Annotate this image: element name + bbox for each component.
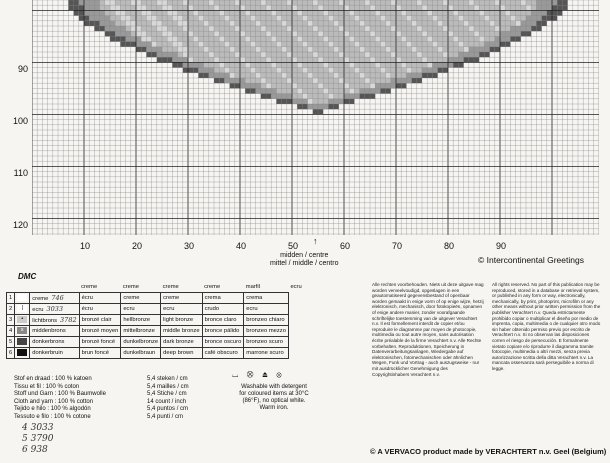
legend-de-text: ecru xyxy=(123,306,135,312)
legend-en-text: deep brown xyxy=(163,350,194,356)
legend-de xyxy=(121,304,161,315)
legend-number xyxy=(7,326,15,337)
legend-it-text: bronzeo chiaro xyxy=(246,317,285,323)
legend-fr xyxy=(79,304,121,315)
legend-es xyxy=(202,293,244,304)
x-label: 60 xyxy=(340,241,351,251)
legend-row xyxy=(7,348,305,359)
handwritten-code: 746 xyxy=(51,294,64,302)
count-line: 14 count / inch xyxy=(147,398,187,405)
legend-de-text: mittelbronze xyxy=(123,328,155,334)
legend-number-text: 6 xyxy=(9,350,13,356)
x-label: 10 xyxy=(80,241,91,251)
care-line: Stoff und Garn : 100 % Baumwolle xyxy=(14,391,106,398)
legend-it xyxy=(244,293,289,304)
legend-en xyxy=(161,315,202,326)
wash-tub-icon: ⌴ xyxy=(232,370,242,379)
legend-number xyxy=(7,337,15,348)
footer-credit: © A VERVACO product made by VERACHTERT n.v. Geel (Belgium) xyxy=(370,447,607,456)
stitch-symbol-icon xyxy=(15,348,30,359)
stitch-symbol-icon: • xyxy=(15,315,30,326)
legend-fr-text: bronzé foncé xyxy=(81,339,116,345)
legend-it xyxy=(244,337,289,348)
legend-fr-text: écru xyxy=(81,295,93,301)
legend-es-text: bronce claro xyxy=(204,317,237,323)
legend-de-text: hellbronze xyxy=(123,317,151,323)
legend-nl-text: lichtbrons xyxy=(32,318,58,324)
legend-es-text: café obscuro xyxy=(204,350,238,356)
legend-es xyxy=(202,304,244,315)
legend-de xyxy=(121,348,161,359)
legend-header-cell: creme xyxy=(204,284,221,290)
legend-de-text: dunkelbronze xyxy=(123,339,159,345)
y-label: 90 xyxy=(17,64,28,74)
legend-es-text: crema xyxy=(204,295,221,301)
legend-number-text: 1 xyxy=(9,295,13,301)
legend-es-text: bronce pálido xyxy=(204,328,240,334)
wash-line: for coloured items at 30°C xyxy=(239,391,309,397)
legend-nl-text: middenbrons xyxy=(32,328,66,334)
handwritten-code: 3782 xyxy=(60,316,77,324)
legend-de-text: dunkelbraun xyxy=(123,350,156,356)
wash-line: (86°F), no optical white. xyxy=(242,398,306,404)
legend-de-text: creme xyxy=(123,295,140,301)
legend-nl xyxy=(30,348,79,359)
legend-row xyxy=(7,337,305,348)
legend-fr xyxy=(79,348,121,359)
legend-es xyxy=(202,315,244,326)
legend-header-cell: creme xyxy=(122,284,139,290)
legend-fr xyxy=(79,315,121,326)
count-line: 5,4 steken / cm xyxy=(147,376,188,382)
legend-fr-text: bronzé moyen xyxy=(81,328,119,334)
legend-it-text: bronzeo scuro xyxy=(246,339,284,345)
legend-es xyxy=(202,348,244,359)
legend-de xyxy=(121,293,161,304)
legend-header xyxy=(7,282,305,293)
no-dryclean-icon: ⊗ xyxy=(276,370,285,379)
legend-it xyxy=(244,326,289,337)
legend-en-text: middle bronze xyxy=(163,328,200,334)
legend-it xyxy=(244,304,289,315)
legend-nl-text: creme xyxy=(32,296,49,302)
x-label: 90 xyxy=(496,241,507,251)
legend-es-text: bronce oscuro xyxy=(204,339,242,345)
y-label: 100 xyxy=(12,116,28,126)
legend-number-text: 5 xyxy=(9,339,13,345)
legend-en-text: creme xyxy=(163,295,180,301)
care-icons xyxy=(232,370,285,380)
legend-en xyxy=(161,304,202,315)
x-label: 40 xyxy=(236,241,247,251)
stitch-symbol-icon xyxy=(15,337,30,348)
legend-nl xyxy=(30,315,79,326)
wash-line: Warm iron. xyxy=(259,405,289,411)
legend-de xyxy=(121,315,161,326)
wash-line: Washable with detergent xyxy=(241,384,307,390)
legend-it-text: crema xyxy=(246,295,263,301)
legend-de xyxy=(121,337,161,348)
cross-stitch-grid xyxy=(32,0,599,235)
legend-number xyxy=(7,304,15,315)
y-label: 120 xyxy=(12,220,28,230)
care-line: Tessuto e filo : 100 % cotone xyxy=(14,413,91,420)
count-line: 5,4 mailles / cm xyxy=(147,383,189,390)
legend-en-text: ecru xyxy=(163,306,175,312)
legend-nl-text: ecru xyxy=(32,307,44,313)
legend-es-text: crudo xyxy=(204,306,220,312)
y-label: 110 xyxy=(13,168,28,178)
legend-nl-text: donkerbruin xyxy=(32,350,63,356)
copyright-text-col1: Alle rechten voorbehouden. Niets uit deze uitgave mag worden verveelvoudigd, opgeslagen in een geautomatiseerd gegevensbestand of openbaar worden gemaakt in enige vorm of op enige wijze, hetzij elektronisch, mechanisch, door fotokopieën, opnamen of enige andere manier, zonder voorafgaande schriftelijke toestemming van de uitgever Verachtert n.v. Il est formellement interdit de copier et/ou reproduire le diagramme par moyen de photocopie, multimedia ou tout autre moyen, sans autorisation écrite préalable de la firme Verachtert n.v. Alle Rechte vorbehalten. Reproduktionen, Speicherung in Datenverarbeitungsanlagen, Wiedergabe auf elektronischen, fotomechanischen oder ähnlichen Wegen, Funk und Vortrag - auch auszugsweise - nur mit ausdrücklicher Genehmigung des Copyrightinhabers Verachtert n.v. xyxy=(372,282,484,377)
legend-number xyxy=(7,315,15,326)
x-label: 70 xyxy=(392,241,403,251)
stitch-symbol-icon xyxy=(15,293,30,304)
legend-en xyxy=(161,293,202,304)
legend-row xyxy=(7,293,305,304)
legend-en xyxy=(161,348,202,359)
legend-it-text: ecru xyxy=(246,306,258,312)
legend-header-cell: ecru xyxy=(290,284,302,291)
count-line: 5,4 Stiche / cm xyxy=(147,391,187,398)
legend-row xyxy=(7,326,305,337)
legend-number-text: 4 xyxy=(9,328,13,334)
legend-it xyxy=(244,348,289,359)
legend-es xyxy=(202,326,244,337)
handwritten-note: 4 3033 xyxy=(22,423,54,433)
care-line: Stof en draad : 100 % katoen xyxy=(14,376,92,382)
legend-es xyxy=(202,337,244,348)
care-line: Tissu et fil : 100 % coton xyxy=(14,383,80,390)
legend-en xyxy=(161,326,202,337)
care-line: Cloth and yarn : 100 % cotton xyxy=(14,398,94,405)
count-line: 5,4 punti / cm xyxy=(147,413,184,420)
legend-number xyxy=(7,293,15,304)
material-info xyxy=(14,376,106,422)
dmc-logo: DMC xyxy=(18,272,37,281)
legend-fr xyxy=(79,326,121,337)
handwritten-note: 6 938 xyxy=(22,445,48,455)
legend-number-text: 2 xyxy=(9,306,13,312)
copyright-text-col2: All rights reserved. No part of this publication may be reproduced, stored in a database or retrieval system, or published in any form or way, electronically, mechanically, by print, photoprint, microfilm or any other means without prior written permission from the publisher Verachtert n.v. Queda estrictamente prohibido copiar o multiplicar el diseño por medio de imprenta, copia, multimedia o de cualquier otro modo sin haber obtenido permiso previo por escrito de Verachtert n.v. Si no observan las disposiciones corren el riesgo de persecución. E formalmente vietato copiare e/o riprodurre il diagramma tramite fotocopie, multimedia o altri mezzi, senza previa autorizzazione scritta della ditta Verachtert n.v. La mancata osservanza sarà perseguibile a norma di legge. xyxy=(492,282,601,371)
legend-fr-text: bronzé clair xyxy=(81,317,112,323)
legend-header-cell: creme xyxy=(162,284,179,290)
x-label: 20 xyxy=(132,241,143,251)
legend-de xyxy=(121,326,161,337)
legend-fr xyxy=(79,337,121,348)
legend-it-text: bronzeo mezzo xyxy=(246,328,286,334)
legend-nl xyxy=(30,304,79,315)
x-label: 50 xyxy=(288,241,299,251)
legend-nl xyxy=(30,326,79,337)
color-legend-table xyxy=(6,282,305,359)
legend-it-text: marrone scuro xyxy=(246,350,284,356)
legend-nl-text: donkerbrons xyxy=(32,339,65,345)
legend-en-text: dark bronze xyxy=(163,339,194,345)
stitch-symbol-icon: | xyxy=(15,304,30,315)
stitch-count-info xyxy=(147,376,189,422)
legend-fr xyxy=(79,293,121,304)
legend-nl xyxy=(30,337,79,348)
legend-row xyxy=(7,304,305,315)
legend-header-cell: marfil xyxy=(245,284,260,290)
center-arrow-icon: ↑ xyxy=(313,236,318,246)
handwritten-note: 5 3790 xyxy=(22,434,54,444)
legend-it xyxy=(244,315,289,326)
copyright-label: © Intercontinental Greetings xyxy=(478,255,584,265)
legend-en-text: light bronze xyxy=(163,317,194,323)
legend-header-cell: creme xyxy=(81,284,98,290)
legend-nl xyxy=(30,293,79,304)
stitch-symbol-icon: x xyxy=(15,326,30,337)
center-mark xyxy=(270,252,338,268)
legend-fr-text: brun foncé xyxy=(81,350,109,356)
x-label: 80 xyxy=(444,241,455,251)
legend-number xyxy=(7,348,15,359)
legend-number-text: 3 xyxy=(9,317,13,323)
x-label: 30 xyxy=(184,241,195,251)
legend-en xyxy=(161,337,202,348)
center-label-nl: midden / centre xyxy=(280,252,329,259)
legend-row xyxy=(7,315,305,326)
iron-icon: ⏏ xyxy=(261,370,272,379)
care-line: Tejido e hilo : 100 % algodón xyxy=(14,406,91,413)
wash-instructions xyxy=(232,384,316,412)
no-bleach-icon: ⨂ xyxy=(246,370,257,379)
center-label-de: mittel / middle / centro xyxy=(270,260,339,267)
count-line: 5,4 puntos / cm xyxy=(147,406,189,413)
handwritten-code: 3033 xyxy=(46,305,64,313)
legend-fr-text: écru xyxy=(81,306,93,312)
